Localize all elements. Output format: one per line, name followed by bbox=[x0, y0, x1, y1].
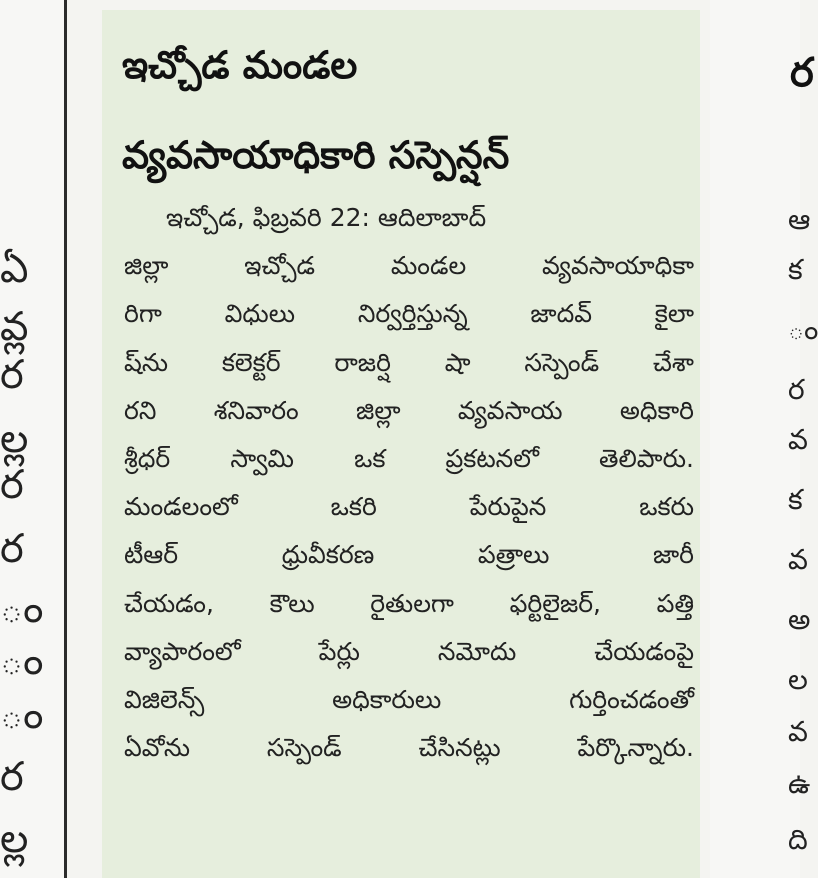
left-fragment: ర bbox=[0, 462, 24, 508]
body-line: ఏవోను సస్పెండ్ చేసినట్లు పేర్కొన్నారు. bbox=[124, 733, 694, 763]
right-fragment: వ bbox=[788, 423, 808, 456]
headline-line-2: వ్యవసాయాధికారి సస్పెన్షన్ bbox=[122, 133, 510, 177]
right-fragment: వ bbox=[788, 543, 808, 576]
left-fragment: ర bbox=[0, 352, 24, 398]
right-fragment: ఆ bbox=[788, 203, 811, 236]
body-line: చేయడం, కౌలు రైతులగా ఫర్టిలైజర్, పత్తి bbox=[124, 588, 694, 618]
news-article bbox=[102, 10, 700, 878]
left-fragment: ం bbox=[0, 586, 44, 632]
body-line: రని శనివారం జిల్లా వ్యవసాయ అధికారి bbox=[124, 395, 694, 425]
body-line: మండలంలో ఒకరి పేరుపైన ఒకరు bbox=[124, 492, 694, 522]
right-column-cutoff bbox=[710, 0, 818, 878]
article-body bbox=[124, 194, 694, 772]
left-fragment: ఏ bbox=[0, 246, 29, 292]
body-line: రిగా విధులు నిర్వర్తిస్తున్న జాదవ్ కైలా bbox=[124, 299, 694, 329]
left-fragment: ం bbox=[0, 692, 44, 738]
right-fragment: ఉ bbox=[788, 767, 811, 800]
left-fragment: ం bbox=[0, 638, 44, 684]
right-fragment: వ bbox=[788, 715, 808, 748]
right-fragment: క bbox=[788, 483, 803, 516]
body-line: శ్రీధర్ స్వామి ఒక ప్రకటనలో తెలిపారు. bbox=[124, 444, 694, 474]
body-line: ఇచ్చోడ, ఫిబ్రవరి 22: ఆదిలాబాద్ bbox=[166, 203, 487, 232]
right-fragment: ల bbox=[788, 663, 808, 696]
headline-line-1: ఇచ్చోడ మండల bbox=[122, 43, 358, 87]
left-fragment: ల్ల bbox=[0, 416, 29, 462]
right-fragment: క bbox=[788, 253, 803, 286]
body-line: జిల్లా ఇచ్చోడ మండల వ్యవసాయాధికా bbox=[124, 251, 694, 281]
body-line: విజిలెన్స్ అధికారులు గుర్తించడంతో bbox=[124, 685, 694, 715]
left-fragment: ర bbox=[0, 754, 24, 800]
column-rule bbox=[64, 0, 67, 878]
right-fragment: ర bbox=[788, 373, 805, 406]
left-fragment: ర bbox=[0, 526, 24, 572]
left-fragment: వ్ల bbox=[0, 304, 29, 350]
right-fragment: అ bbox=[788, 603, 811, 636]
right-fragment: ం bbox=[788, 313, 818, 346]
body-line: వ్యాపారంలో పేర్లు నమోదు చేయడంపై bbox=[124, 636, 694, 666]
body-line: ష్‌ను కలెక్టర్ రాజర్షి షా సస్పెండ్ చేశా bbox=[124, 347, 694, 377]
body-line: టీఆర్ ధ్రువీకరణ పత్రాలు జారీ bbox=[124, 540, 694, 570]
right-heading-fragment: ర bbox=[790, 50, 814, 96]
left-fragment: ల్ల bbox=[0, 816, 29, 862]
left-column-cutoff bbox=[0, 0, 64, 878]
right-fragment: ది bbox=[788, 823, 808, 856]
